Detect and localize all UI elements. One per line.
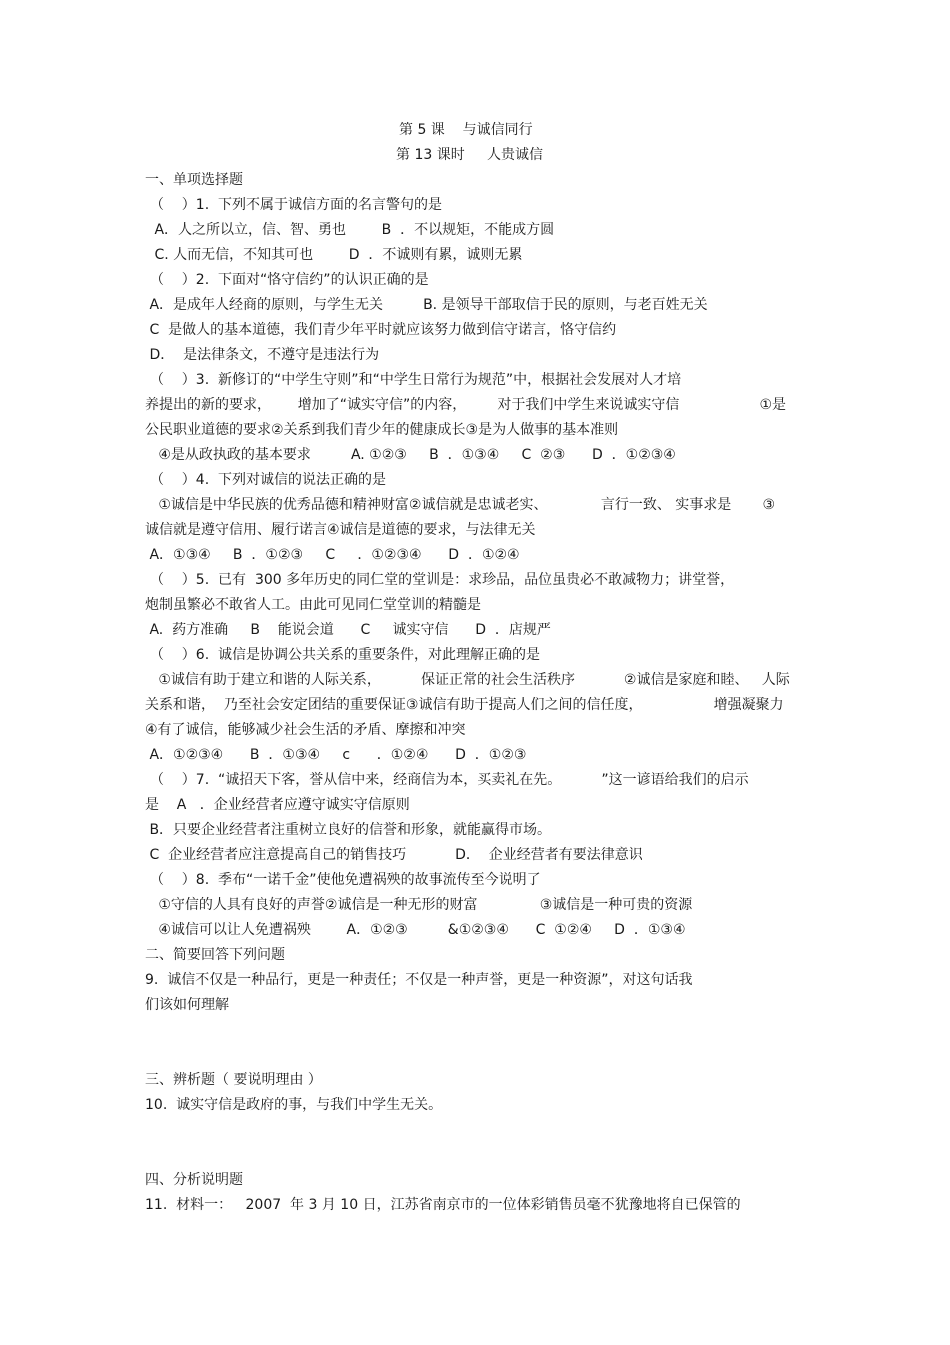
question-4-cont: ①诚信是中华民族的优秀品德和精神财富②诚信就是忠诚老实、 言行一致、 实事求是 ③ (145, 497, 776, 513)
q2-option-d: D． 是法律条文，不遵守是违法行为 (145, 347, 380, 363)
question-6: （ ）6. 诚信是协调公共关系的重要条件，对此理解正确的是 (150, 647, 541, 663)
section-heading-1: 一、单项选择题 (145, 172, 243, 188)
q7-option-b: B．只要企业经营者注重树立良好的信誉和形象，就能赢得市场。 (145, 822, 552, 838)
q7-options-cd: C 企业经营者应注意提高自己的销售技巧 D． 企业经营者有要法律意识 (145, 847, 643, 863)
q6-options: A．①②③④ B ．①③④ c ．①②④ D ．①②③ (145, 747, 527, 763)
question-3: （ ）3. 新修订的“中学生守则”和“中学生日常行为规范”中，根据社会发展对人才培 (150, 372, 682, 388)
question-4: （ ）4. 下列对诚信的说法正确的是 (150, 472, 387, 488)
q7-option-a: 是 A ．企业经营者应遵守诚实守信原则 (145, 797, 410, 813)
question-10: 10. 诚实守信是政府的事，与我们中学生无关。 (145, 1097, 443, 1113)
question-8-cont: ①守信的人具有良好的声誉②诚信是一种无形的财富 ③诚信是一种可贵的资源 (145, 897, 693, 913)
q5-options: A. 药方准确 B 能说会道 C 诚实守信 D ．店规严 (145, 622, 551, 638)
lesson-subtitle: 第 13 课时 人贵诚信 (396, 147, 543, 163)
question-3-cont: 公民职业道德的要求②关系到我们青少年的健康成长③是为人做事的基本准则 (145, 422, 619, 438)
section-heading-4: 四、分析说明题 (145, 1172, 243, 1188)
question-3-cont: 养提出的新的要求， 增加了“诚实守信”的内容， 对于我们中学生来说诚实守信 ①是 (145, 397, 787, 413)
q3-options: ④是从政执政的基本要求 A. ①②③ B ．①③④ C ②③ D ．①②③④ (145, 447, 676, 463)
question-8: （ ）8. 季布“一诺千金”使他免遭祸殃的故事流传至今说明了 (150, 872, 541, 888)
q1-options-cd: C. 人而无信，不知其可也 D ．不诚则有累，诚则无累 (150, 247, 523, 263)
question-7: （ ）7. “诚招天下客，誉从信中来，经商信为本，买卖礼在先。 ”这一谚语给我们的启示 (150, 772, 749, 788)
question-4-cont: 诚信就是遵守信用、履行诺言④诚信是道德的要求，与法律无关 (145, 522, 536, 538)
lesson-title: 第 5 课 与诚信同行 (399, 122, 533, 138)
q1-options-ab: A．人之所以立，信、智、勇也 B ．不以规矩，不能成方圆 (150, 222, 555, 238)
q2-options-ab: A．是成年人经商的原则，与学生无关 B. 是领导干部取信于民的原则，与老百姓无关 (145, 297, 708, 313)
q8-options: ④诚信可以让人免遭祸殃 A．①②③ &①②③④ C ①②④ D ．①③④ (145, 922, 686, 938)
section-heading-2: 二、简要回答下列问题 (145, 947, 285, 963)
question-5-cont: 炮制虽繁必不敢省人工。由此可见同仁堂堂训的精髓是 (145, 597, 481, 613)
question-5: （ ）5. 已有 300 多年历史的同仁堂的堂训是：求珍品，品位虽贵必不敢减物力；讲堂誉， (150, 572, 735, 588)
question-1: （ ）1. 下列不属于诚信方面的名言警句的是 (150, 197, 443, 213)
question-9-cont: 们该如何理解 (145, 997, 229, 1013)
question-6-cont: ④有了诚信，能够减少社会生活的矛盾、摩擦和冲突 (145, 722, 466, 738)
q2-option-c: C 是做人的基本道德，我们青少年平时就应该努力做到信守诺言，恪守信约 (145, 322, 617, 338)
question-6-cont: 关系和谐， 乃至社会安定团结的重要保证③诚信有助于提高人们之间的信任度， 增强凝聚力 (145, 697, 784, 713)
question-2: （ ）2. 下面对“恪守信约”的认识正确的是 (150, 272, 429, 288)
question-11: 11. 材料一： 2007 年 3 月 10 日，江苏省南京市的一位体彩销售员毫不犹豫地将自已保管的 (145, 1197, 741, 1213)
question-6-cont: ①诚信有助于建立和谐的人际关系， 保证正常的社会生活秩序 ②诚信是家庭和睦、 人际 (145, 672, 790, 688)
section-heading-3: 三、辨析题（ 要说明理由 ） (145, 1072, 322, 1088)
q4-options: A．①③④ B ．①②③ C ．①②③④ D ．①②④ (145, 547, 520, 563)
question-9: 9. 诚信不仅是一种品行，更是一种责任；不仅是一种声誉，更是一种资源”，对这句话我 (145, 972, 693, 988)
